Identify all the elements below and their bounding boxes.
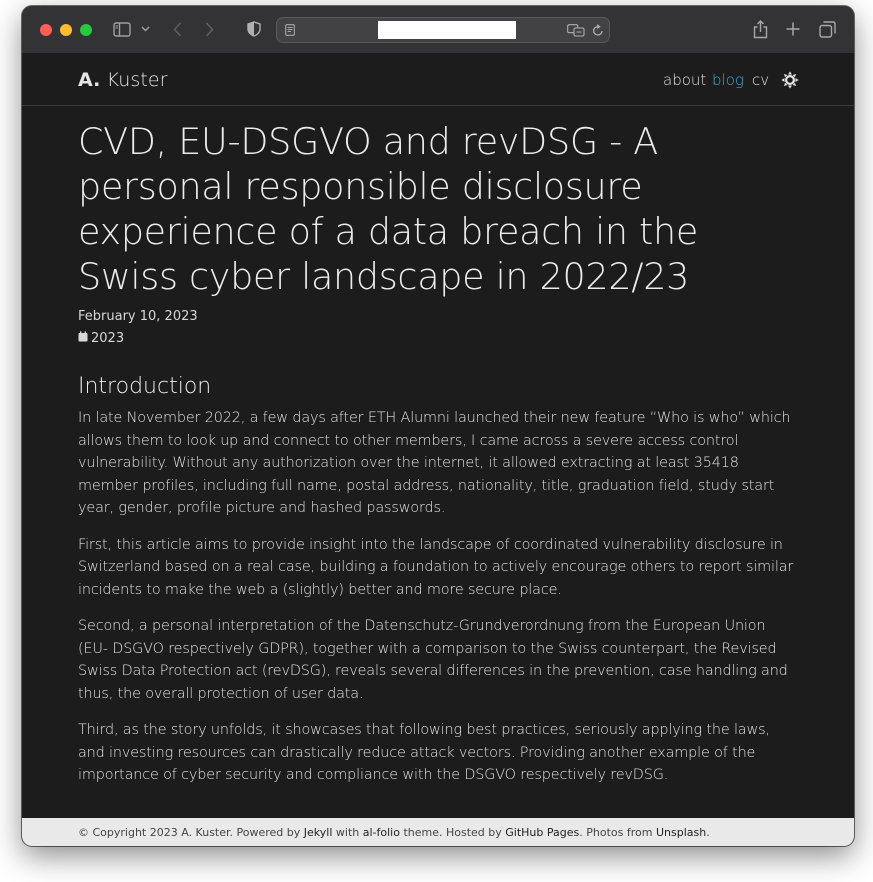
new-tab-icon[interactable] (785, 21, 801, 37)
footer-hosted: theme. Hosted by (399, 826, 506, 839)
footer-copyright: © Copyright 2023 A. Kuster. Powered by (78, 826, 304, 839)
github-pages-link[interactable]: GitHub Pages (505, 826, 580, 839)
privacy-shield-icon[interactable] (246, 21, 262, 37)
al-folio-link[interactable]: al-folio (362, 826, 400, 839)
reload-icon[interactable] (591, 23, 605, 37)
brand-initial: A. (78, 69, 101, 91)
footer-with: with (332, 826, 363, 839)
nav-blog-link[interactable]: blog (712, 71, 744, 89)
footer-text (78, 826, 710, 839)
site-footer (22, 818, 854, 846)
paragraph: In late November 2022, a few days after ETH Alumni launched their new feature “Who is who” which allows them to look up and connect to other members, I came across a severe access control vulnerability. Without any authorization over the internet, it allowed extracting at least 35418 member profiles, including full name, postal address, nationality, title, graduation field, study start year, gender, profile picture and hashed passwords. (78, 410, 791, 516)
footer-end: . (706, 826, 710, 839)
browser-toolbar (22, 6, 854, 54)
nav-cv-link[interactable]: cv (752, 71, 770, 89)
address-bar[interactable] (276, 17, 610, 43)
nav-about-link[interactable]: about (663, 71, 707, 89)
paragraph: Second, a personal interpretation of the Datenschutz-Grundverordnung from the European Union (EU- DSGVO respectively GDPR), together with a comparison to the Swiss counterpart, the Revised Swiss Data Protection act (revDSG), reveals several differences in the prevention, case handling and thus, the overall protection of user data. (78, 618, 788, 702)
web-page (22, 53, 854, 846)
section-heading-introduction: Introduction (78, 374, 212, 399)
url-text[interactable] (378, 21, 516, 39)
zoom-window-button[interactable] (80, 24, 92, 36)
footer-photos: . Photos from (579, 826, 656, 839)
sidebar-toggle-icon[interactable] (112, 20, 132, 38)
browser-window (22, 6, 854, 846)
calendar-icon (78, 331, 88, 346)
chevron-down-icon[interactable] (140, 23, 150, 35)
post-year-tag[interactable] (78, 331, 798, 346)
post-tag-label[interactable]: 2023 (91, 331, 125, 346)
share-icon[interactable] (751, 18, 769, 40)
post-date: February 10, 2023 (78, 309, 198, 324)
theme-toggle-icon[interactable] (781, 71, 799, 89)
back-icon[interactable] (170, 20, 184, 38)
minimize-window-button[interactable] (60, 24, 72, 36)
site-brand-link[interactable] (78, 69, 168, 91)
paragraph: Third, as the story unfolds, it showcases that following best practices, seriously applying the laws, and investing resources can drastically reduce attack vectors. Providing another example of the importance of cyber security and compliance with the DSGVO respectively revDSG. (78, 722, 770, 783)
reader-page-icon[interactable] (284, 23, 296, 37)
translate-icon[interactable] (567, 23, 585, 37)
site-navbar (22, 53, 854, 106)
post-content (78, 119, 798, 801)
brand-name: Kuster (100, 69, 168, 91)
forward-icon[interactable] (202, 20, 216, 38)
paragraph: First, this article aims to provide insight into the landscape of coordinated vulnerability disclosure in Switzerland based on a real case, building a foundation to actively encourage others to report similar incidents to make the web a (slightly) better and more secure place. (78, 536, 794, 598)
close-window-button[interactable] (40, 24, 52, 36)
unsplash-link[interactable]: Unsplash (655, 826, 707, 839)
jekyll-link[interactable]: Jekyll (303, 826, 333, 839)
tab-overview-icon[interactable] (818, 20, 836, 38)
post-title: CVD, EU-DSGVO and revDSG - A personal responsible disclosure experience of a data breach in the Swiss cyber landscape in 2022/23 (78, 120, 699, 298)
